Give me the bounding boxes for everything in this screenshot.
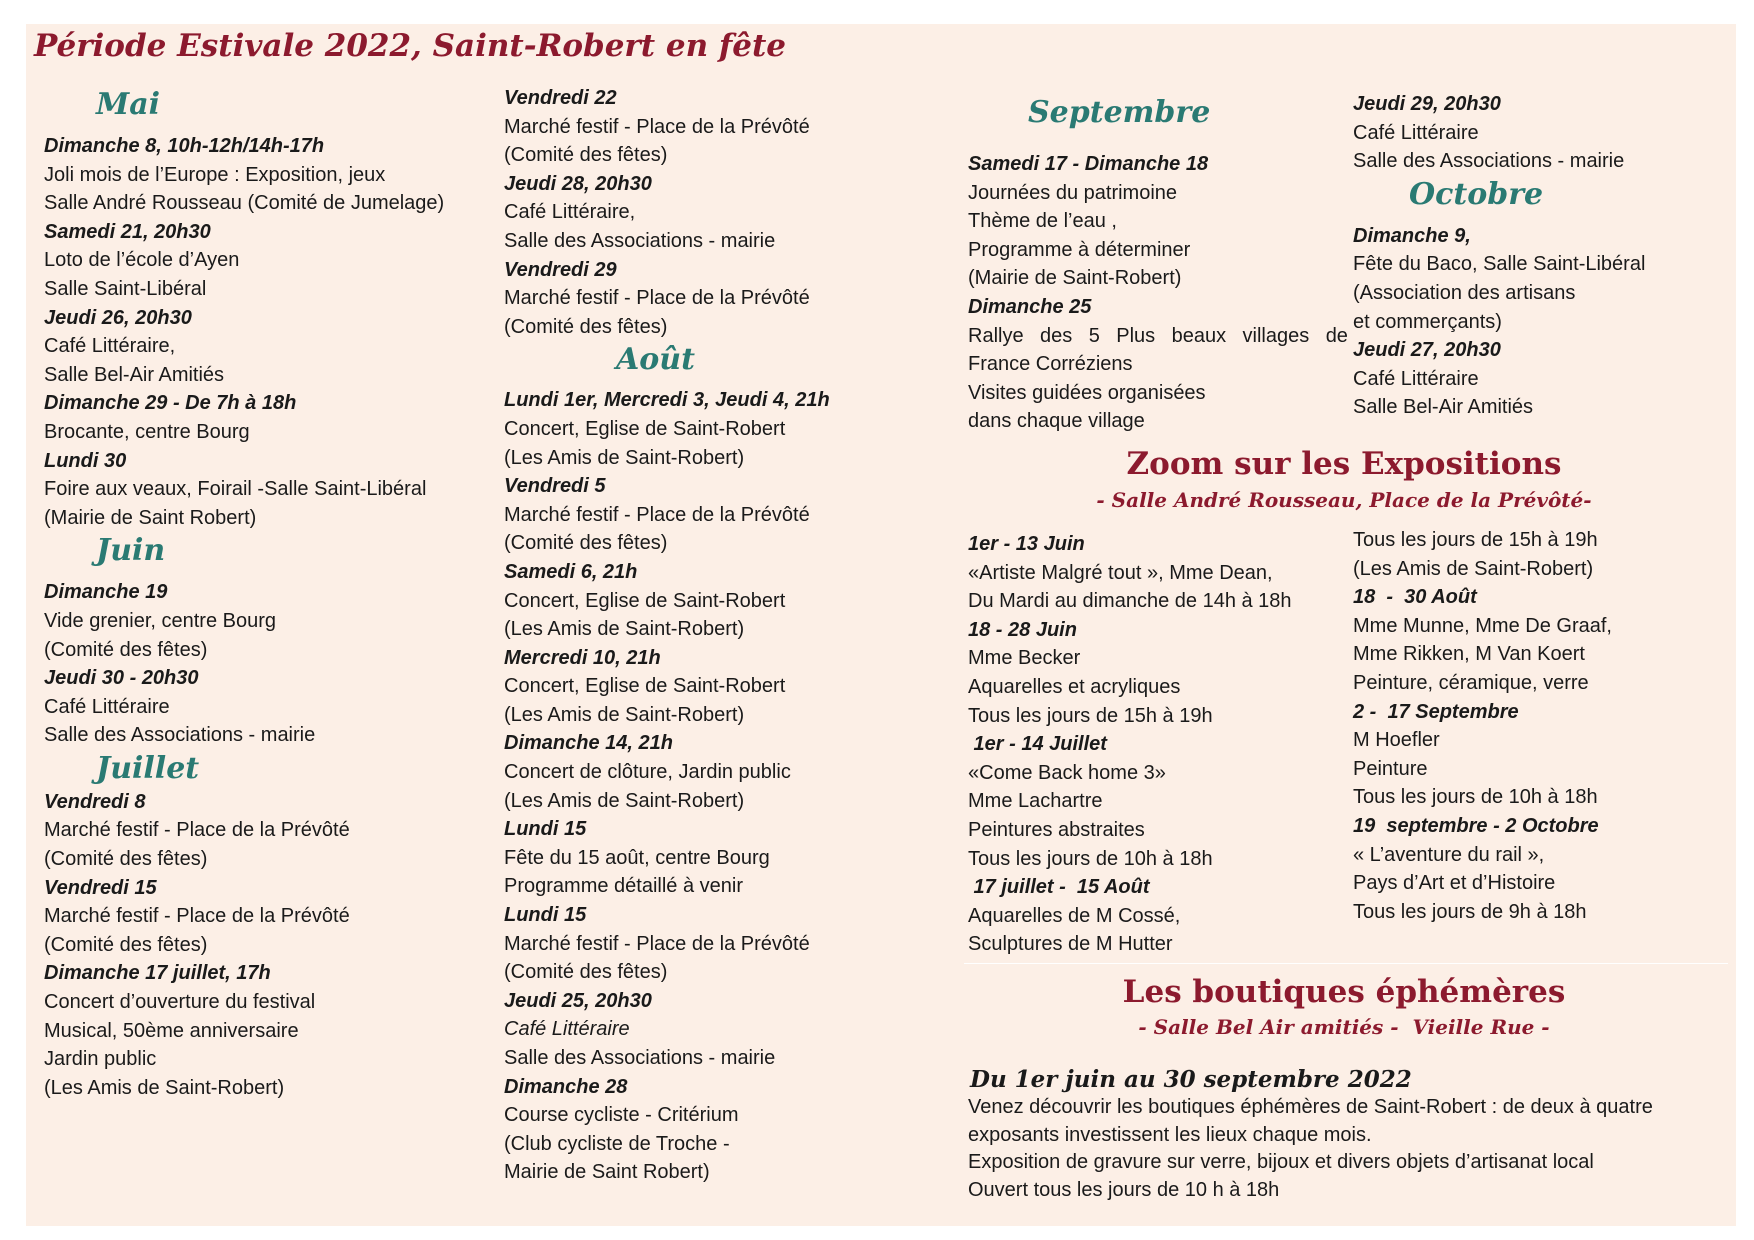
expo-line: Mme Lachartre [968,790,1103,813]
boutiques-line: exposants investissent les lieux chaque mois. [968,1123,1372,1146]
event-date: Dimanche 29 - De 7h à 18h [44,392,297,415]
expo-date: 18 - 30 Août [1353,586,1477,609]
event-line: Café Littéraire [1353,367,1479,390]
event-line: (Club cycliste de Troche - [504,1132,730,1155]
expo-line: Mme Munne, Mme De Graaf, [1353,614,1612,637]
event-line: (Les Amis de Saint-Robert) [504,618,745,641]
event-line: Foire aux veaux, Foirail -Salle Saint-Libéral [44,478,427,501]
event-date: Vendredi 8 [44,790,146,813]
event-line: dans chaque village [968,410,1145,433]
expo-right-column [1353,526,1723,926]
event-line: Vide grenier, centre Bourg [44,609,277,632]
expo-line: Mme Becker [968,647,1081,670]
event-line: Fête du Baco, Salle Saint-Libéral [1353,253,1646,276]
word: beaux [1171,324,1227,347]
event-date: Lundi 30 [44,449,127,472]
event-line: Salle André Rousseau (Comité de Jumelage) [44,192,445,215]
event-line: Café Littéraire, [44,335,176,358]
event-line: (Comité des fêtes) [504,144,668,167]
event-line: Brocante, centre Bourg [44,420,250,443]
event-line-justified [968,322,1348,351]
event-date: Lundi 15 [504,818,587,841]
event-line: Marché festif - Place de la Prévôté [504,287,810,310]
event-line: (Les Amis de Saint-Robert) [504,703,745,726]
event-date: Dimanche 25 [968,295,1092,318]
event-line: Salle Saint-Libéral [44,277,207,300]
word: 5 [1088,324,1100,347]
event-line: Musical, 50ème anniversaire [44,1019,299,1042]
event-line: Concert, Eglise de Saint-Robert [504,589,786,612]
event-line: (Mairie de Saint Robert) [44,506,257,529]
event-line: (Mairie de Saint-Robert) [968,267,1182,290]
event-line: Salle des Associations - mairie [504,1047,776,1069]
event-line: Jardin public [44,1048,157,1071]
event-date: Dimanche 14, 21h [504,732,673,755]
event-date: Dimanche 8, 10h-12h/14h-17h [44,135,325,157]
page-title: Période Estivale 2022, Saint-Robert en fête [34,28,787,64]
expo-line: Mme Rikken, M Van Koert [1353,643,1585,666]
event-date: Jeudi 27, 20h30 [1353,339,1501,362]
expo-line: «Artiste Malgré tout », Mme Dean, [968,561,1273,584]
word: villages [1242,324,1310,347]
event-line: (Comité des fêtes) [504,532,668,555]
event-line: Joli mois de l’Europe : Exposition, jeux [44,163,386,186]
event-line: Salle des Associations - mairie [44,724,316,747]
event-date: Dimanche 19 [44,581,168,604]
word: de [1325,324,1348,347]
event-date: Jeudi 30 - 20h30 [44,667,199,690]
expo-line: Pays d’Art et d’Histoire [1353,872,1556,895]
boutiques-line: Exposition de gravure sur verre, bijoux et divers objets d’artisanat local [968,1151,1594,1173]
expo-line: Peinture [1353,757,1428,780]
expo-line: Peinture, céramique, verre [1353,671,1589,694]
event-line: Mairie de Saint Robert) [504,1161,710,1184]
event-line: Café Littéraire [504,1018,630,1041]
expo-line: Tous les jours de 10h à 18h [968,847,1213,870]
event-line: Visites guidées organisées [968,381,1206,404]
expo-line: Aquarelles de M Cossé, [968,904,1181,927]
event-line: (Comité des fêtes) [44,638,208,661]
expo-line: Peintures abstraites [968,818,1145,841]
month-heading-aout: Août [616,342,695,378]
word: Plus [1116,324,1156,347]
event-line: Café Littéraire [1353,121,1479,144]
expo-date: 2 - 17 Septembre [1353,700,1519,723]
boutiques-description [968,1094,1728,1204]
word: des [1040,324,1073,347]
month-heading-octobre: Octobre [1409,176,1544,212]
event-line: Marché festif - Place de la Prévôté [44,819,350,842]
expo-date: 1er - 14 Juillet [968,733,1107,756]
event-line: Concert de clôture, Jardin public [504,761,791,784]
event-line: (Comité des fêtes) [504,961,668,984]
event-line: Concert, Eglise de Saint-Robert [504,417,786,440]
event-date: Mercredi 10, 21h [504,646,661,669]
expo-line: (Les Amis de Saint-Robert) [1353,557,1594,580]
event-date: Samedi 6, 21h [504,560,638,583]
expo-title: Zoom sur les Expositions [1126,446,1562,482]
boutiques-heading: Du 1er juin au 30 septembre 2022 [970,1066,1412,1093]
expo-line: Tous les jours de 9h à 18h [1353,900,1587,923]
expo-line: « L’aventure du rail », [1353,843,1545,866]
event-date: Vendredi 29 [504,258,617,281]
event-line: (Comité des fêtes) [44,933,208,956]
event-date: Dimanche 17 juillet, 17h [44,962,271,985]
event-line: Programme détaillé à venir [504,875,743,898]
event-line: Marché festif - Place de la Prévôté [44,905,350,928]
event-line: Programme à déterminer [968,238,1191,261]
event-date: Vendredi 15 [44,876,157,899]
event-line: Concert, Eglise de Saint-Robert [504,675,786,698]
word: Rallye [968,324,1024,347]
section-divider [964,963,1728,964]
expo-date: 1er - 13 Juin [968,533,1085,555]
event-line: (Association des artisans [1353,281,1576,304]
expo-line: Tous les jours de 15h à 19h [968,704,1213,727]
boutiques-title: Les boutiques éphémères [1122,974,1566,1010]
expo-date: 18 - 28 Juin [968,618,1077,641]
event-line: Marché festif - Place de la Prévôté [504,932,810,955]
event-date: Jeudi 29, 20h30 [1353,93,1501,115]
column-juillet-aout [504,84,904,1187]
event-line: (Comité des fêtes) [504,315,668,338]
event-line: Marché festif - Place de la Prévôté [504,115,810,138]
event-date: Vendredi 22 [504,87,617,109]
month-heading-septembre: Septembre [1028,95,1211,130]
expo-subtitle: - Salle André Rousseau, Place de la Prévôté- [1096,488,1592,512]
event-line: Concert d’ouverture du festival [44,991,316,1014]
expo-date: 19 septembre - 2 Octobre [1353,814,1599,837]
event-line: Salle des Associations - mairie [504,229,776,252]
event-date: Dimanche 28 [504,1075,628,1098]
expo-line: Tous les jours de 10h à 18h [1353,786,1598,809]
event-line: Salle des Associations - mairie [1353,150,1625,173]
event-line: Course cycliste - Critérium [504,1104,739,1127]
event-line: Salle Bel-Air Amitiés [1353,396,1534,419]
expo-line: «Come Back home 3» [968,761,1166,784]
event-line: (Comité des fêtes) [44,848,208,871]
expo-left-column [968,530,1348,959]
event-line: (Les Amis de Saint-Robert) [504,446,745,469]
column-septembre-octobre [1353,90,1713,422]
event-line: Thème de l’eau , [968,210,1117,233]
column-mai-juin-juillet [44,86,484,1102]
event-line: (Les Amis de Saint-Robert) [44,1076,285,1099]
event-line: Salle Bel-Air Amitiés [44,363,225,386]
expo-line: Tous les jours de 15h à 19h [1353,529,1598,551]
event-date: Lundi 15 [504,904,587,927]
event-date: Vendredi 5 [504,475,606,498]
column-septembre [968,94,1348,436]
event-date: Samedi 21, 20h30 [44,220,211,243]
month-heading-mai: Mai [96,87,161,122]
event-date: Jeudi 28, 20h30 [504,172,652,195]
expo-date: 17 juillet - 15 Août [968,876,1150,899]
boutiques-line: Ouvert tous les jours de 10 h à 18h [968,1178,1280,1201]
event-date: Samedi 17 - Dimanche 18 [968,153,1209,175]
month-heading-juin: Juin [96,533,166,569]
event-line: Loto de l’école d’Ayen [44,249,240,272]
event-line: Café Littéraire, [504,201,636,224]
event-line: Fête du 15 août, centre Bourg [504,846,770,869]
expo-line: Sculptures de M Hutter [968,933,1173,956]
event-date: Jeudi 25, 20h30 [504,989,652,1012]
event-line: Journées du patrimoine [968,181,1178,204]
event-line: Café Littéraire [44,695,170,718]
event-line: et commerçants) [1353,310,1502,333]
boutiques-line: Venez découvrir les boutiques éphémères de Saint-Robert : de deux à quatre [968,1096,1653,1118]
event-date: Lundi 1er, Mercredi 3, Jeudi 4, 21h [504,389,830,412]
event-line: France Corréziens [968,353,1133,376]
event-date: Dimanche 9, [1353,224,1471,247]
event-date: Jeudi 26, 20h30 [44,306,192,329]
event-line: Marché festif - Place de la Prévôté [504,503,810,526]
expo-line: Aquarelles et acryliques [968,675,1181,698]
month-heading-juillet: Juillet [96,750,200,786]
expo-line: Du Mardi au dimanche de 14h à 18h [968,590,1292,613]
event-line: (Les Amis de Saint-Robert) [504,789,745,812]
boutiques-subtitle: - Salle Bel Air amitiés - Vieille Rue - [1138,1015,1550,1039]
expo-line: M Hoefler [1353,729,1440,752]
